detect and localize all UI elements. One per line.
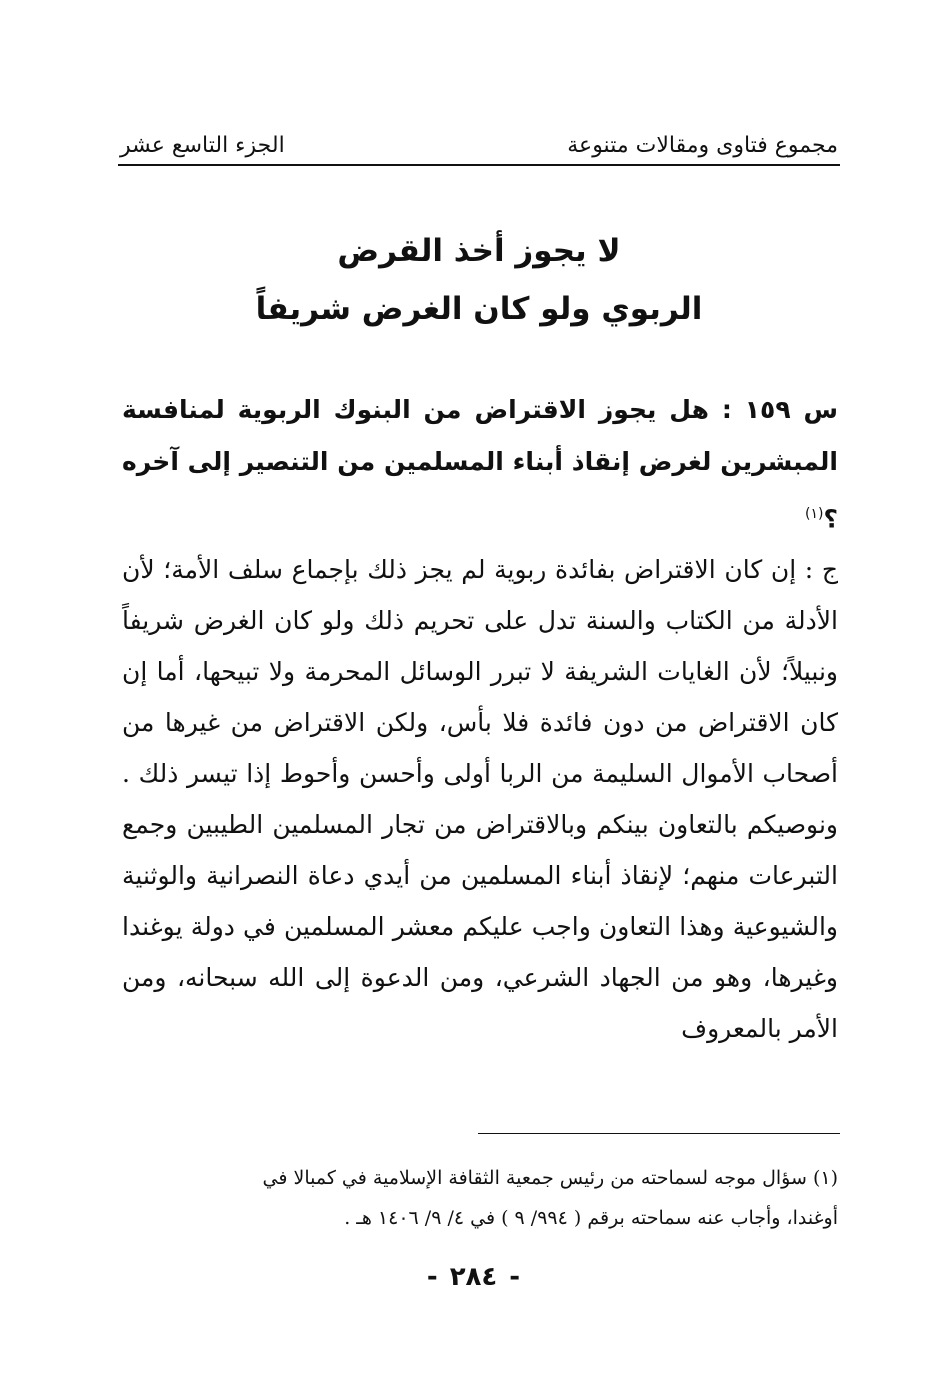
footnote-text-2: أوغندا، وأجاب عنه سماحته برقم ( ٩٩٤/ ٩ ) في ٤/ ٩/ ١٤٠٦ هـ . [344, 1207, 838, 1229]
question-text: س ١٥٩ : هل يجوز الاقتراض من البنوك الربوية لمنافسة المبشرين لغرض إنقاذ أبناء المسلمين من التنصير إلى آخره ؟ [122, 395, 839, 534]
page-number [0, 1262, 947, 1292]
footnote-rule [478, 1133, 840, 1134]
header-book-title: مجموع فتاوى ومقالات متنوعة [567, 133, 838, 158]
header-rule [118, 164, 840, 166]
answer-text: ج : إن كان الاقتراض بفائدة ربوية لم يجز ذلك بإجماع سلف الأمة؛ لأن الأدلة من الكتاب والسنة تدل على تحريم ذلك ولو كان الغرض شريفاً ونبيلاً؛ لأن الغايات الشريفة لا تبرر الوسائل المحرمة ولا تبيحها، أما إن كان الاقتراض من دون فائدة فلا بأس، ولكن الاقتراض من غيرها من أصحاب الأموال السليمة من الربا أولى وأحسن وأحوط إذا تيسر ذلك . ونوصيكم بالتعاون بينكم وبالاقتراض من تجار المسلمين الطيبين وجمع التبرعات منهم؛ لإنقاذ أبناء المسلمين من أيدي دعاة النصرانية والوثنية والشيوعية وهذا التعاون واجب عليكم معشر المسلمين في دولة يوغندا وغيرها، وهو من الجهاد الشرعي، ومن الدعوة إلى الله سبحانه، ومن الأمر بالمعروف [122, 555, 838, 1043]
answer-paragraph [122, 544, 838, 1054]
footnote-reference[interactable]: (١) [805, 506, 824, 522]
page-number-value: ٢٨٤ [449, 1262, 498, 1292]
question-paragraph [122, 384, 838, 545]
footnote-line-2 [120, 1198, 838, 1238]
page-number-dash-left: - [426, 1262, 438, 1292]
title-line-1: لا يجوز أخذ القرض [337, 233, 621, 269]
header-volume: الجزء التاسع عشر [120, 133, 285, 158]
footnote-line-1 [120, 1158, 838, 1198]
footnote-marker: (١) [812, 1167, 838, 1189]
footnote [120, 1158, 838, 1238]
title-line-2: الربوي ولو كان الغرض شريفاً [255, 291, 703, 327]
section-title [120, 222, 838, 338]
footnote-text-1: سؤال موجه لسماحته من رئيس جمعية الثقافة الإسلامية في كمبالا في [262, 1167, 807, 1189]
running-header [120, 118, 838, 158]
page-number-dash-right: - [509, 1262, 521, 1292]
